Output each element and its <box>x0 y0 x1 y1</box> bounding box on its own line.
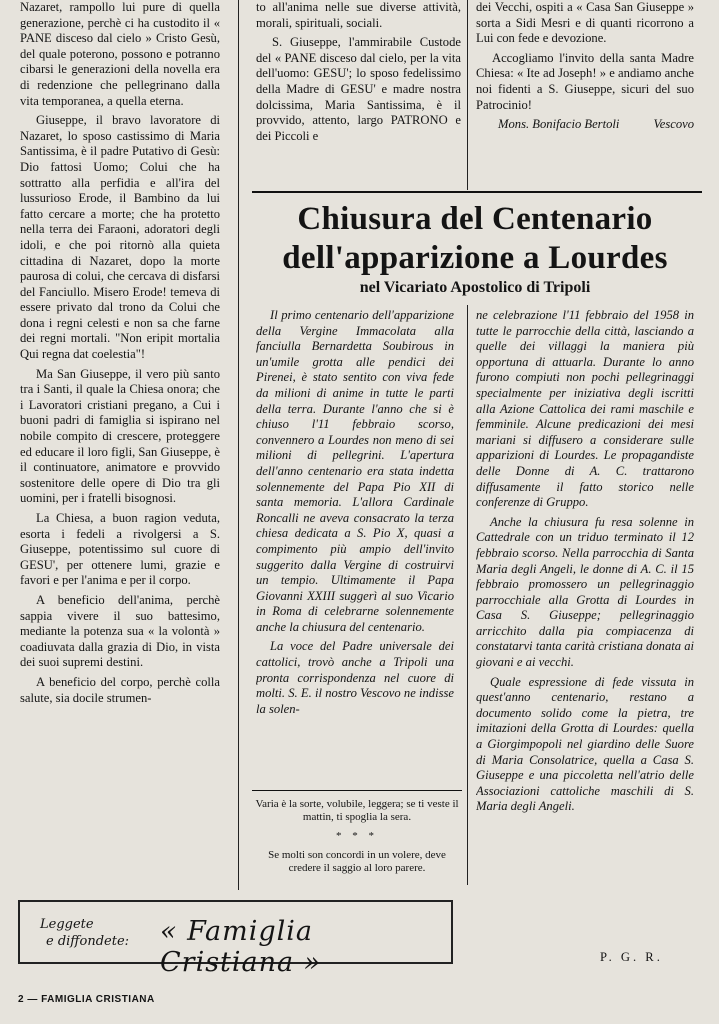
proverb-rule <box>252 790 462 791</box>
paragraph: Nazaret, rampollo lui pure di quella generazione, perchè ci ha custodito il « PANE disceso dal cielo » Cristo Gesù, del quale poterono, possono e potranno cibarsi le generazioni della novella era di redenzione che pellegrinano dalla vita temporanea, a quella eterna. <box>20 0 220 108</box>
paragraph: Quale espressione di fede vissuta in quest'anno centenario, restano a documento solido come la pietra, tre imitazioni della Grotta di Lourdes: quella a Giorgimpopoli nel giardino delle Suore di Maria Consolatrice, quella a Casa S. Giuseppe e una piccoletta nell'atrio delle Associazioni cattoliche maschili di S. Maria degli Angeli. <box>476 674 694 814</box>
paragraph: La voce del Padre universale dei cattolici, trovò anche a Tripoli una pronta corrispondenza nel cuore di molti. S. E. il nostro Vescovo ne indisse la solen- <box>256 639 454 716</box>
signature-title: Vescovo <box>653 117 694 132</box>
proverb: Varia è la sorte, volubile, leggera; se ti veste il mattin, ti spoglia la sera. <box>255 798 459 823</box>
column-right-top <box>476 0 694 185</box>
article-subheadline: nel Vicariato Apostolico di Tripoli <box>359 279 591 296</box>
separator-stars: * * * <box>336 830 378 842</box>
paragraph: A beneficio dell'anima, perchè sappia vivere il suo battesimo, mediante la potenza sua « la volontà » coadiuvata dalla grazia di Dio, in vista dei suoi supremi destini. <box>20 592 220 670</box>
column-middle-top <box>256 0 461 190</box>
proverb: Se molti son concordi in un volere, deve credere il saggio al loro parere. <box>268 849 446 874</box>
paragraph: Ma San Giuseppe, il vero più santo tra i Santi, il quale la Chiesa onora; che i Lavoratori cristiani pregano, a Cui i buoni padri di famiglia si ispirano nel nobile compito di crescere, proteggere ed educare il loro figli, San Giuseppe, è il continuatore, animatore e provvido sostenitore delle opere di Dio tra gli uomini, per i fratelli bisognosi. <box>20 366 220 506</box>
signature <box>476 117 694 133</box>
column-divider <box>467 305 468 885</box>
paragraph: La Chiesa, a buon ragion veduta, esorta i fedeli a rivolgersi a S. Giuseppe, potentissimo sul cuore di GESU', per ottenere lumi, grazie e favori e per l'anima e per il corpo. <box>20 511 220 588</box>
ad-line: e diffondete: <box>46 934 130 949</box>
paragraph: A beneficio del corpo, perchè colla salute, sia docile strumen- <box>20 674 220 705</box>
page-footer: 2 — FAMIGLIA CRISTIANA <box>18 994 155 1005</box>
article-headline: Chiusura del Centenario dell'apparizione a Lourdes <box>282 201 668 276</box>
article-column-1 <box>256 308 454 780</box>
paragraph: Il primo centenario dell'apparizione della Vergine Immacolata alla fanciulla Bernardetta Soubirous in un'umile grotta alle pendici dei Pirenei, è stato sentito con viva fede da milioni di anime in tutte le parti della terra. Durante l'anno che si è chiuso l'11 febbraio scorso, convennero a Lourdes non meno di sei milioni di pellegrini. L'apertura dell'anno centenario era stata indetta solennemente del Papa Pio XII di santa memoria. L'allora Cardinale Roncalli ne aveva consacrato la terza chiesa dedicata a S. Pio X, quasi a compimento più ampio dell'invito suggerito dalla Vergine di costruirvi un tempio. Ultimamente il Papa Giovanni XXIII suggerì al suo Vicario in Roma di celebrarne solennemente anche la chiusura del centenario. <box>256 308 454 634</box>
column-divider <box>467 0 468 190</box>
column-left <box>20 0 220 885</box>
column-divider <box>238 0 239 890</box>
paragraph: Giuseppe, il bravo lavoratore di Nazaret, lo sposo castissimo di Maria Santissima, è il padre Putativo di Gesù: Dio fattosi Uomo; Colui che ha sottratto alla perfidia e all'ira del lussurioso Erode, il Bambino da lui fatto cercare a morte; che ha protetto nella terra dei Faraoni, adoratori degli idoli, e che poi ritornò alla quieta cittadina di Nazaret, dopo la morte paurosa di colui, che cercava di disfarsi del Fanciullo. Misero Erode! temeva di essere privato dal trono da Colui che dona i regni celesti e non sa che farne dei regni mortali. "Non eripit mortalia Qui regna dat coelestia"! <box>20 113 220 362</box>
proverbs-box <box>252 798 462 875</box>
headline-rule <box>252 191 702 193</box>
advertisement-box <box>18 900 453 978</box>
paragraph: to all'anima nelle sue diverse attività, morali, spirituali, sociali. <box>256 0 461 30</box>
paragraph: dei Vecchi, ospiti a « Casa San Giuseppe » sorta a Sidi Mesri e di quanti ricorrono a Lui con fede e devozione. <box>476 0 694 46</box>
paragraph: S. Giuseppe, l'ammirabile Custode del « PANE disceso dal cielo, per la vita dell'uomo: GESU'; lo sposo fedelissimo della Madre di GESU' e madre nostra dolcissima, Maria Santissima, è il provvido, attento, largo PATRONO e dei Piccoli e <box>256 35 461 143</box>
paragraph: ne celebrazione l'11 febbraio del 1958 in tutte le parrocchie della città, lasciando a quelle dei villaggi la maniera più opportuna di attuarla. Durante lo anno furono compiuti non pochi pellegrinaggi specialmente per iniziativa degli iscritti alla Azione Cattolica dei rami maschile e femminile. Alcune predicazioni dei mesi mariani si diffusero a considerare sulle apparizioni di Lourdes. Le propagandiste delle Donne di A. C. trattarono diffusamente il fatto storico nelle conferenze di Gruppo. <box>476 308 694 510</box>
paragraph: Anche la chiusura fu resa solenne in Cattedrale con un triduo terminato il 12 febbraio scorso. Nella parrocchia di Santa Maria degli Angeli, le donne di A. C. il 15 febbraio promossero un pellegrinaggio parrocchiale alla Grotta di Lourdes in Casa S. Giuseppe; pellegrinaggio arricchito dalla pia compiacenza di constatarvi tanta carità cristiana donata ai giovani e ai vecchi. <box>476 514 694 670</box>
article-initials: P. G. R. <box>600 950 663 964</box>
article-column-2 <box>476 308 694 988</box>
ad-magazine-title: « Famiglia Cristiana » <box>160 916 322 978</box>
paragraph: Accogliamo l'invito della santa Madre Chiesa: « Ite ad Joseph! » e andiamo anche noi fidenti a S. Giuseppe, sicuri del suo Patrocinio! <box>476 50 694 112</box>
ad-callout <box>40 916 129 950</box>
ad-line: Leggete <box>40 917 94 932</box>
signature-name: Mons. Bonifacio Bertoli <box>498 117 620 132</box>
